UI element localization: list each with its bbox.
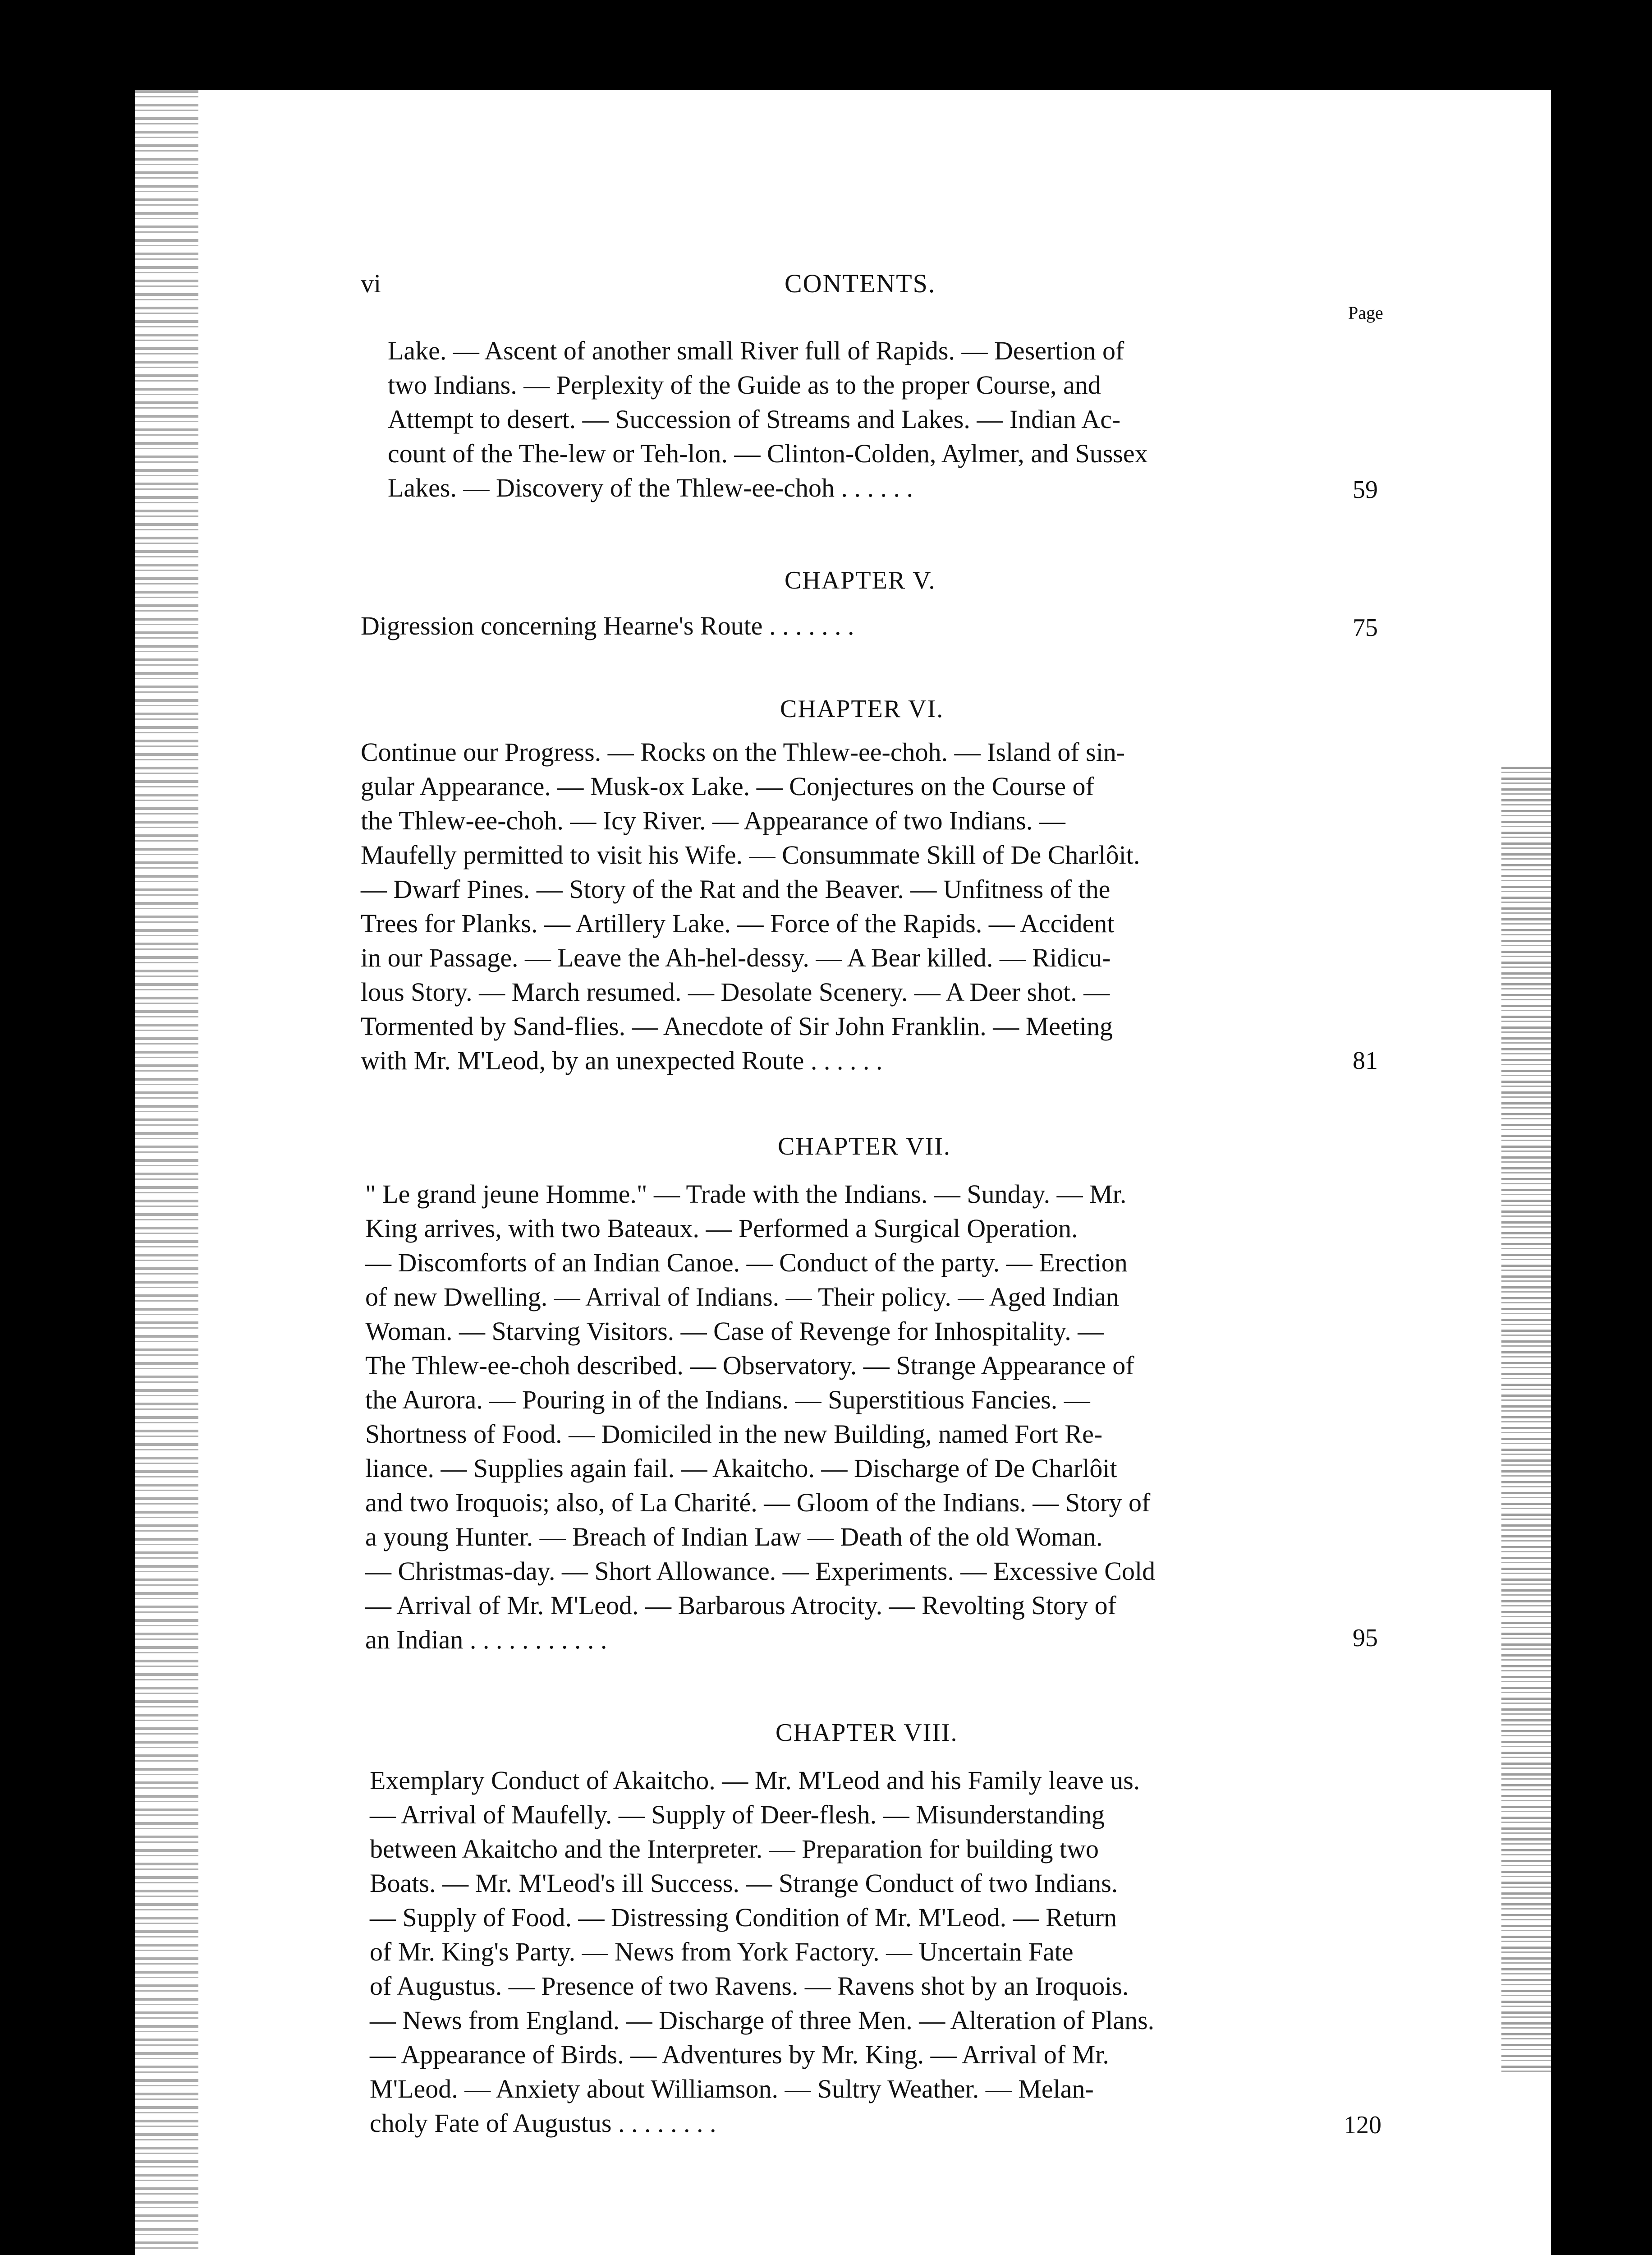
chapter-heading: CHAPTER V.: [785, 566, 936, 594]
entry-line: in our Passage. — Leave the Ah-hel-dessy. — A Bear killed. — Ridicu-: [361, 943, 1111, 972]
entry-line: — News from England. — Discharge of three Men. — Alteration of Plans.: [370, 2006, 1155, 2035]
entry-line: Shortness of Food. — Domiciled in the new Building, named Fort Re-: [365, 1419, 1103, 1449]
entry-line: between Akaitcho and the Interpreter. — Preparation for building two: [370, 1834, 1099, 1864]
entry-line: and two Iroquois; also, of La Charité. — Gloom of the Indians. — Story of: [365, 1488, 1151, 1517]
running-title: CONTENTS.: [785, 269, 936, 298]
entry-line: an Indian . . . . . . . . . . .: [365, 1625, 607, 1654]
page-number: 81: [1353, 1047, 1378, 1075]
entry-line: Attempt to desert. — Succession of Streams and Lakes. — Indian Ac-: [388, 405, 1121, 434]
entry-line: liance. — Supplies again fail. — Akaitcho. — Discharge of De Charlôit: [365, 1454, 1117, 1483]
entry-line: — Dwarf Pines. — Story of the Rat and the Beaver. — Unfitness of the: [361, 874, 1111, 904]
entry-line: " Le grand jeune Homme." — Trade with the Indians. — Sunday. — Mr.: [365, 1179, 1127, 1209]
entry-line: Trees for Planks. — Artillery Lake. — Force of the Rapids. — Accident: [361, 909, 1115, 938]
entry-line: Maufelly permitted to visit his Wife. — Consummate Skill of De Charlôit.: [361, 840, 1140, 870]
entry-line: of new Dwelling. — Arrival of Indians. — Their policy. — Aged Indian: [365, 1282, 1120, 1312]
entry-line: of Mr. King's Party. — News from York Factory. — Uncertain Fate: [370, 1937, 1074, 1966]
entry-line: — Christmas-day. — Short Allowance. — Experiments. — Excessive Cold: [365, 1556, 1156, 1586]
page-number: 59: [1353, 476, 1378, 504]
book-page: [135, 90, 1551, 2255]
entry-line: Digression concerning Hearne's Route . . . . . . .: [361, 611, 854, 640]
entry-line: Lakes. — Discovery of the Thlew-ee-choh . . . . . .: [388, 473, 913, 502]
entry-line: count of the The-lew or Teh-lon. — Clinton-Colden, Aylmer, and Sussex: [388, 439, 1148, 468]
entry-line: — Appearance of Birds. — Adventures by Mr. King. — Arrival of Mr.: [370, 2040, 1109, 2069]
entry-line: Continue our Progress. — Rocks on the Thlew-ee-choh. — Island of sin-: [361, 737, 1125, 767]
entry-line: King arrives, with two Bateaux. — Performed a Surgical Operation.: [365, 1214, 1078, 1243]
chapter-heading: CHAPTER VII.: [778, 1132, 951, 1160]
entry-line: the Thlew-ee-choh. — Icy River. — Appearance of two Indians. —: [361, 806, 1065, 835]
entry-line: of Augustus. — Presence of two Ravens. — Ravens shot by an Iroquois.: [370, 1971, 1129, 2001]
entry-line: M'Leod. — Anxiety about Williamson. — Sultry Weather. — Melan-: [370, 2074, 1094, 2103]
entry-line: — Arrival of Maufelly. — Supply of Deer-flesh. — Misunderstanding: [370, 1800, 1105, 1829]
entry-line: Woman. — Starving Visitors. — Case of Revenge for Inhospitality. —: [365, 1316, 1104, 1346]
entry-line: gular Appearance. — Musk-ox Lake. — Conjectures on the Course of: [361, 772, 1094, 801]
entry-line: Exemplary Conduct of Akaitcho. — Mr. M'Leod and his Family leave us.: [370, 1766, 1140, 1795]
page-number: 75: [1353, 614, 1378, 642]
entry-line: the Aurora. — Pouring in of the Indians. — Superstitious Fancies. —: [365, 1385, 1090, 1414]
entry-line: with Mr. M'Leod, by an unexpected Route . . . . . .: [361, 1046, 883, 1075]
entry-line: — Discomforts of an Indian Canoe. — Conduct of the party. — Erection: [365, 1248, 1128, 1277]
entry-line: choly Fate of Augustus . . . . . . . .: [370, 2108, 716, 2138]
entry-line: The Thlew-ee-choh described. — Observatory. — Strange Appearance of: [365, 1351, 1134, 1380]
running-head-page-number: vi: [361, 269, 381, 298]
entry-line: two Indians. — Perplexity of the Guide as to the proper Course, and: [388, 370, 1101, 400]
entry-line: — Supply of Food. — Distressing Condition of Mr. M'Leod. — Return: [370, 1903, 1117, 1932]
entry-line: Boats. — Mr. M'Leod's ill Success. — Strange Conduct of two Indians.: [370, 1868, 1118, 1898]
entry-line: a young Hunter. — Breach of Indian Law — Death of the old Woman.: [365, 1522, 1103, 1551]
page-column-label: Page: [1348, 303, 1383, 323]
chapter-heading: CHAPTER VIII.: [776, 1719, 958, 1747]
entry-line: lous Story. — March resumed. — Desolate Scenery. — A Deer shot. —: [361, 977, 1110, 1007]
entry-line: — Arrival of Mr. M'Leod. — Barbarous Atrocity. — Revolting Story of: [365, 1591, 1116, 1620]
page-number: 95: [1353, 1624, 1378, 1652]
page-number: 120: [1344, 2111, 1381, 2139]
chapter-heading: CHAPTER VI.: [780, 695, 944, 723]
entry-line: Lake. — Ascent of another small River full of Rapids. — Desertion of: [388, 336, 1124, 365]
entry-line: Tormented by Sand-flies. — Anecdote of Sir John Franklin. — Meeting: [361, 1012, 1113, 1041]
